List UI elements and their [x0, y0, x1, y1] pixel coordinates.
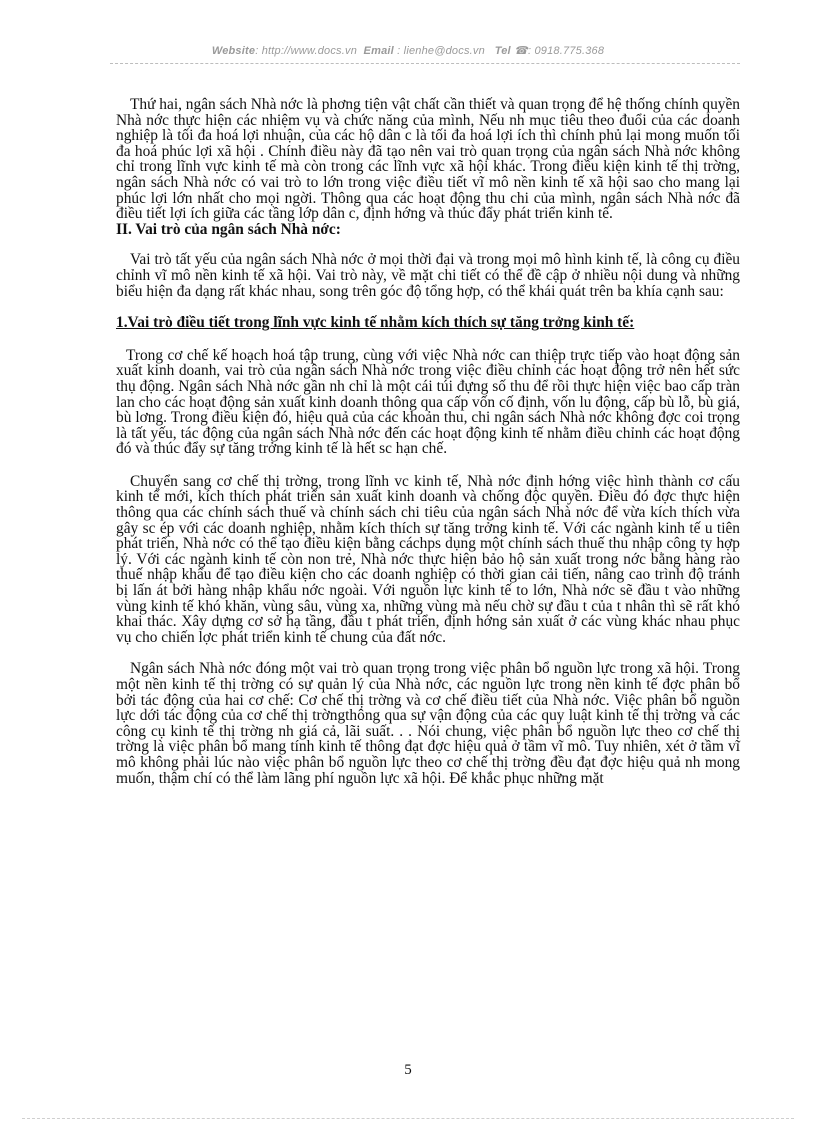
paragraph-5: Ngân sách Nhà nớc đóng một vai trò quan trọng trong việc phân bổ nguồn lực trong xã hội. Trong một nền kinh tế thị trờng có sự quản lý của Nhà nớc, các nguồn lực trong nền kinh tế đợc phân bổ bởi tác động của hai cơ chế: Cơ chế thị trờng và cơ chế điều tiết của Nhà nớc. Việc phân bổ nguồn lực dới tác động của cơ chế thị trờngthông qua sự vận động của các quy luật kinh tế thị trờng và các công cụ kinh tế thị trờng nh giá cả, lãi suất. . . Nói chung, việc phân bổ nguồn lực theo cơ chế thị trờng là việc phân bổ mang tính kinh tế thông đạt đợc hiệu quả ở tầm vĩ mô. Tuy nhiên, xét ở tầm vĩ mô không phải lúc nào việc phân bổ nguồn lực theo cơ chế thị trờng đều đạt đợc hiệu quả nh mong muốn, thậm chí có thể làm lãng phí nguồn lực xã hội. Để khắc phục những mặt	[116, 660, 740, 787]
section-heading-ii: II. Vai trò của ngân sách Nhà nớc:	[116, 220, 341, 238]
page-number: 5	[404, 1062, 412, 1078]
header-divider	[110, 63, 740, 64]
tel-label: Tel	[494, 45, 511, 57]
paragraph-2: Vai trò tất yếu của ngân sách Nhà nớc ở mọi thời đại và trong mọi mô hình kinh tế, là công cụ điều chỉnh vĩ mô nền kinh tế xã hội. Vai trò này, về mặt chi tiết có thể đề cập ở nhiều nội dung và những biểu hiện đa dạng rất khác nhau, song trên góc độ tổng hợp, có thể khái quát trên ba khía cạnh sau:	[116, 251, 740, 300]
tel-value: : 0918.775.368	[527, 45, 605, 57]
phone-icon: ☎	[514, 45, 528, 57]
website-value: : http://www.docs.vn	[255, 45, 358, 57]
email-value: : lienhe@docs.vn	[397, 45, 485, 57]
paragraph-1: Thứ hai, ngân sách Nhà nớc là phơng tiện vật chất cần thiết và quan trọng để hệ thống chính quyền Nhà nớc thực hiện các nhiệm vụ và chức năng của mình, Nếu nh mục tiêu theo đuổi của các doanh nghiệp là tối đa hoá lợi nhuận, của các hộ dân c là tối đa hoá lợi ích thì chính phủ lại mong muốn tối đa hoá phúc lợi xã hội . Chính điều này đã tạo nên vai trò quan trọng của ngân sách Nhà nớc không chỉ trong lĩnh vực kinh tế mà còn trong các lĩnh vực xã hội khác. Trong điều kiện kinh tế thị trờng, ngân sách Nhà nớc có vai trò to lớn trong việc điều tiết vĩ mô nền kinh tế xã hội sao cho mang lại phúc lợi lớn nhất cho mọi ngời. Thông qua các hoạt động thu chi của mình, ngân sách Nhà nớc đã điều tiết lợi ích giữa các tầng lớp dân c, định hớng và thúc đẩy phát triển kinh tế.	[116, 96, 740, 223]
email-label: Email	[363, 45, 394, 57]
document-body	[116, 97, 740, 786]
subsection-heading-1: 1.Vai trò điều tiết trong lĩnh vực kinh tế nhằm kích thích sự tăng trởng kinh tế:	[116, 314, 635, 332]
paragraph-4: Chuyển sang cơ chế thị trờng, trong lĩnh vc kinh tế, Nhà nớc định hớng việc hình thành cơ cấu kinh tế mới, kích thích phát triển sản xuất kinh doanh và chống độc quyền. Điều đó đợc thực hiện thông qua các chính sách thuế và chính sách chi tiêu của ngân sách Nhà nớc để vừa kích thích vừa gây sc ép với các doanh nghiệp, nhằm kích thích sự tăng trởng kinh tế. Với các ngành kinh tế u tiên phát triển, Nhà nớc có thể tạo điều kiện bằng cáchps dụng một chính sách thuế thu nhập công ty hợp lý. Với các ngành kinh tế còn non trẻ, Nhà nớc thực hiện bảo hộ sản xuất trong nớc bằng hàng rào thuế nhập khẩu để tạo điều kiện cho các doanh nghiệp có thời gian cải tiến, nâng cao trình độ tránh bị lấn át bởi hàng nhập khẩu nớc ngoài. Với nguồn lực kinh tế to lớn, Nhà nớc sẽ đầu t vào những vùng kinh tế khó khăn, vùng sâu, vùng xa, những vùng mà nếu chờ sự đầu t của t nhân thì sẽ rất khó khai thác. Xây dựng cơ sở hạ tầng, đầu t phát triển, định hớng sản xuất ở các vùng khác nhau phục vụ cho chiến lợc phát triển kinh tế chung của đất nớc.	[116, 472, 740, 646]
website-label: Website	[211, 45, 256, 57]
paragraph-3: Trong cơ chế kế hoạch hoá tập trung, cùng với việc Nhà nớc can thiệp trực tiếp vào hoạt động sản xuất kinh doanh, vai trò của ngân sách Nhà nớc trong việc điều chỉnh các hoạt động trở nên hết sức thụ động. Ngân sách Nhà nớc gần nh chỉ là một cái túi đựng số thu để rồi thực hiện việc bao cấp tràn lan cho các hoạt động sản xuất kinh doanh thông qua cấp vốn cố định, vốn lu động, cấp bù lỗ, bù giá, bù lơng. Trong điều kiện đó, hiệu quả của các khoản thu, chi ngân sách Nhà nớc không đợc coi trọng là tất yếu, tác động của ngân sách Nhà nớc đến các hoạt động kinh tế nhằm điều chỉnh các hoạt động đó và thúc đẩy sự tăng trởng kinh tế là hết sc hạn chế.	[116, 346, 740, 458]
page-header	[0, 44, 816, 57]
footer-divider	[22, 1118, 794, 1119]
